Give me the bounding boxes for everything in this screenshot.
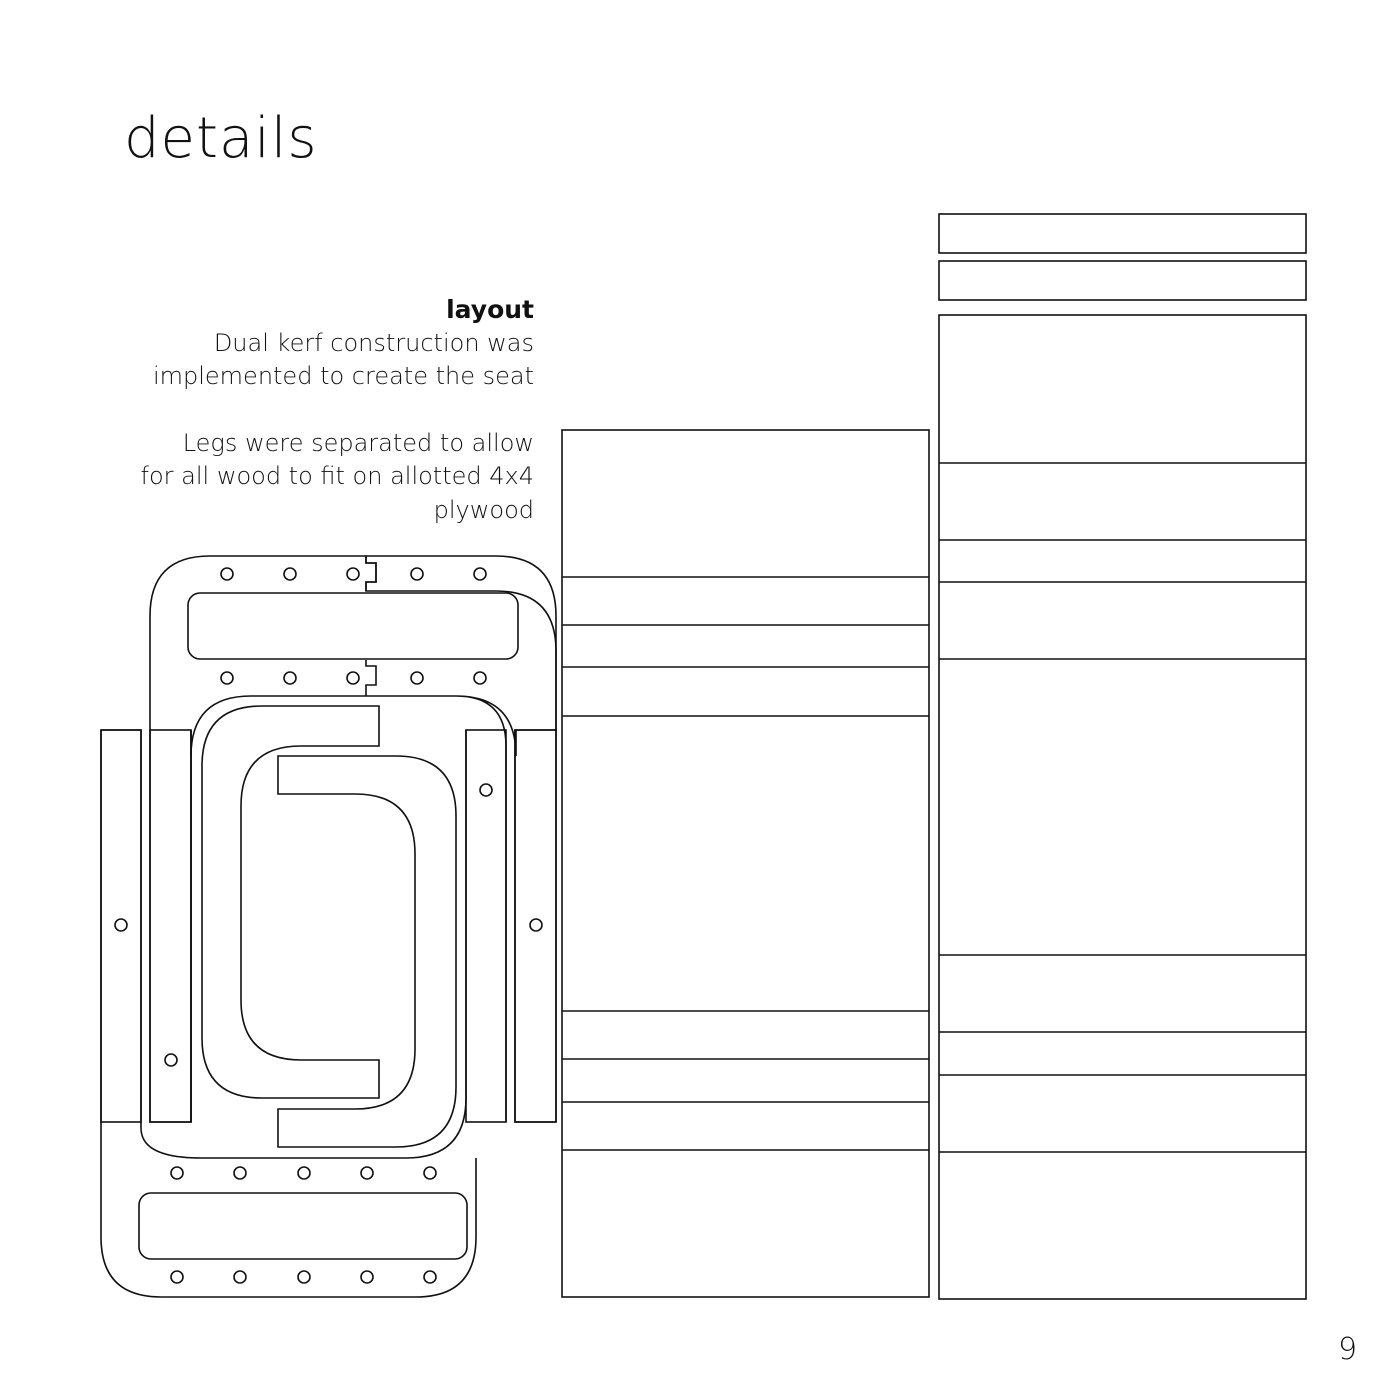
seat-outer-edge xyxy=(210,556,556,1122)
dowel-hole xyxy=(284,672,296,684)
dowel-hole xyxy=(221,568,233,580)
inner-seat-frame xyxy=(191,696,516,1122)
dowel-hole xyxy=(171,1271,183,1283)
dowel-hole xyxy=(221,672,233,684)
leg-left xyxy=(101,730,141,1122)
panel-outline xyxy=(562,430,929,1297)
layout-heading: layout xyxy=(446,295,534,324)
upper-joint xyxy=(366,556,376,591)
dowel-hole xyxy=(424,1167,436,1179)
dowel-hole xyxy=(480,784,492,796)
dowel-hole xyxy=(347,568,359,580)
leg-left-inner xyxy=(150,730,191,1122)
layout-text-line: Legs were separated to allow xyxy=(182,428,534,457)
leg-right-inner xyxy=(466,730,506,1122)
top-strip xyxy=(939,261,1306,300)
kerf-c-pieces xyxy=(202,706,456,1147)
dowel-hole xyxy=(361,1271,373,1283)
dowel-holes xyxy=(115,568,542,1283)
top-strip xyxy=(939,214,1306,253)
layout-text-line: for all wood to fit on allotted 4x4 xyxy=(140,462,534,490)
layout-text-line: implemented to create the seat xyxy=(152,362,534,390)
dowel-hole xyxy=(115,919,127,931)
dowel-hole xyxy=(424,1271,436,1283)
dowel-hole xyxy=(411,672,423,684)
page-title: details xyxy=(124,106,318,171)
page-number: 9 xyxy=(1338,1332,1358,1367)
outer-c-piece xyxy=(202,706,379,1098)
seat-profile-outline xyxy=(101,556,556,1297)
layout-text-line: plywood xyxy=(433,495,534,524)
dowel-hole xyxy=(474,672,486,684)
dowel-hole xyxy=(171,1167,183,1179)
inner-c-piece xyxy=(278,756,456,1147)
dowel-hole xyxy=(530,919,542,931)
dowel-hole xyxy=(347,672,359,684)
kerf-panel-right xyxy=(939,214,1306,1299)
legs xyxy=(101,730,556,1122)
dowel-hole xyxy=(298,1167,310,1179)
dowel-hole xyxy=(165,1054,177,1066)
back-slot xyxy=(188,593,518,659)
front-slot xyxy=(139,1193,467,1259)
seat-outer-edge-upper xyxy=(366,556,556,1122)
dowel-hole xyxy=(411,568,423,580)
dowel-hole xyxy=(284,568,296,580)
layout-text-line: Dual kerf construction was xyxy=(213,328,534,357)
dowel-hole xyxy=(234,1271,246,1283)
seat-outer-edge-left xyxy=(150,556,210,1122)
leg-right xyxy=(515,730,556,1122)
dowel-hole xyxy=(361,1167,373,1179)
middle-joint xyxy=(366,660,376,696)
dowel-hole xyxy=(298,1271,310,1283)
kerf-panel-middle xyxy=(562,430,929,1297)
dowel-hole xyxy=(234,1167,246,1179)
dowel-hole xyxy=(474,568,486,580)
seat-bottom-edge xyxy=(101,730,476,1297)
